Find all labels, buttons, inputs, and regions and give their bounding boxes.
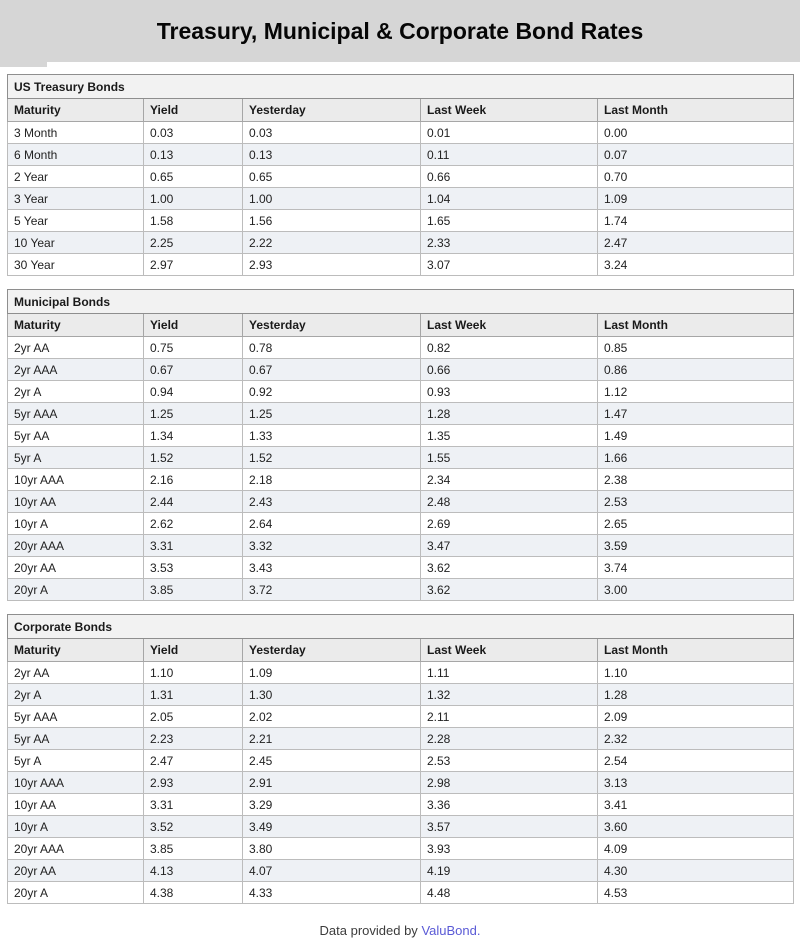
table-cell: 20yr AA (8, 557, 144, 579)
table-cell: 2.22 (243, 232, 421, 254)
table-cell: 1.52 (144, 447, 243, 469)
table-cell: 2.16 (144, 469, 243, 491)
table-cell: 0.01 (421, 122, 598, 144)
table-cell: 1.65 (421, 210, 598, 232)
table-cell: 3.36 (421, 794, 598, 816)
table-cell: 20yr A (8, 579, 144, 601)
table-row (8, 882, 794, 904)
table-cell: 3.53 (144, 557, 243, 579)
col-header-last-month: Last Month (598, 99, 794, 122)
table-cell: 1.31 (144, 684, 243, 706)
table-row (8, 772, 794, 794)
table-cell: 4.19 (421, 860, 598, 882)
table-cell: 2 Year (8, 166, 144, 188)
table-cell: 0.11 (421, 144, 598, 166)
table-row (8, 706, 794, 728)
table-cell: 2.53 (421, 750, 598, 772)
table-cell: 10yr AAA (8, 772, 144, 794)
table-cell: 3.31 (144, 794, 243, 816)
col-header-maturity: Maturity (8, 314, 144, 337)
table-cell: 2.69 (421, 513, 598, 535)
table-cell: 1.10 (598, 662, 794, 684)
table-cell: 2.25 (144, 232, 243, 254)
table-row (8, 794, 794, 816)
col-header-yesterday: Yesterday (243, 99, 421, 122)
table-cell: 2.97 (144, 254, 243, 276)
table-cell: 2yr AA (8, 662, 144, 684)
table-cell: 2.93 (243, 254, 421, 276)
table-cell: 3.24 (598, 254, 794, 276)
table-row (8, 469, 794, 491)
table-row (8, 210, 794, 232)
table-cell: 3.13 (598, 772, 794, 794)
table-row (8, 684, 794, 706)
section-title-row (8, 75, 794, 99)
table-cell: 0.03 (144, 122, 243, 144)
municipal-bonds-table (7, 289, 794, 601)
col-header-last-week: Last Week (421, 314, 598, 337)
us-treasury-bonds-table (7, 74, 794, 276)
table-cell: 1.30 (243, 684, 421, 706)
table-cell: 4.53 (598, 882, 794, 904)
table-cell: 1.09 (598, 188, 794, 210)
table-row (8, 166, 794, 188)
table-row (8, 381, 794, 403)
table-cell: 1.10 (144, 662, 243, 684)
table-cell: 2yr A (8, 381, 144, 403)
table-cell: 1.35 (421, 425, 598, 447)
table-cell: 1.47 (598, 403, 794, 425)
table-cell: 3.62 (421, 579, 598, 601)
table-cell: 1.04 (421, 188, 598, 210)
table-cell: 3.07 (421, 254, 598, 276)
table-cell: 3.43 (243, 557, 421, 579)
table-cell: 2.44 (144, 491, 243, 513)
table-cell: 3.31 (144, 535, 243, 557)
table-cell: 5yr A (8, 750, 144, 772)
table-cell: 0.85 (598, 337, 794, 359)
table-cell: 2.43 (243, 491, 421, 513)
table-cell: 20yr AA (8, 860, 144, 882)
table-cell: 3.72 (243, 579, 421, 601)
table-row (8, 425, 794, 447)
table-cell: 4.13 (144, 860, 243, 882)
table-cell: 1.58 (144, 210, 243, 232)
table-cell: 1.66 (598, 447, 794, 469)
table-cell: 2.38 (598, 469, 794, 491)
col-header-yield: Yield (144, 99, 243, 122)
table-cell: 0.03 (243, 122, 421, 144)
table-cell: 4.07 (243, 860, 421, 882)
table-row (8, 728, 794, 750)
section-title-municipal: Municipal Bonds (8, 290, 794, 314)
table-row (8, 557, 794, 579)
table-cell: 2.11 (421, 706, 598, 728)
table-cell: 20yr A (8, 882, 144, 904)
table-cell: 1.25 (243, 403, 421, 425)
table-cell: 0.00 (598, 122, 794, 144)
table-cell: 1.55 (421, 447, 598, 469)
table-cell: 5yr AAA (8, 706, 144, 728)
table-cell: 0.94 (144, 381, 243, 403)
table-cell: 2.21 (243, 728, 421, 750)
table-row (8, 337, 794, 359)
corporate-bonds-table (7, 614, 794, 904)
table-cell: 0.65 (243, 166, 421, 188)
table-cell: 0.70 (598, 166, 794, 188)
table-cell: 1.25 (144, 403, 243, 425)
table-cell: 2.48 (421, 491, 598, 513)
table-cell: 1.33 (243, 425, 421, 447)
table-cell: 2.62 (144, 513, 243, 535)
table-cell: 0.92 (243, 381, 421, 403)
table-cell: 20yr AAA (8, 838, 144, 860)
table-cell: 3.85 (144, 579, 243, 601)
page-header (0, 0, 800, 62)
col-header-last-month: Last Month (598, 639, 794, 662)
table-cell: 0.07 (598, 144, 794, 166)
table-cell: 2yr AAA (8, 359, 144, 381)
bond-rates-content (0, 67, 800, 943)
column-header-row (8, 99, 794, 122)
table-cell: 0.86 (598, 359, 794, 381)
valubond-link[interactable]: ValuBond. (421, 922, 481, 938)
table-cell: 3.57 (421, 816, 598, 838)
table-cell: 2.18 (243, 469, 421, 491)
table-cell: 2.05 (144, 706, 243, 728)
table-cell: 10 Year (8, 232, 144, 254)
col-header-yield: Yield (144, 639, 243, 662)
table-cell: 0.93 (421, 381, 598, 403)
table-row (8, 188, 794, 210)
table-cell: 0.78 (243, 337, 421, 359)
col-header-last-week: Last Week (421, 99, 598, 122)
table-cell: 2.02 (243, 706, 421, 728)
table-cell: 4.33 (243, 882, 421, 904)
page-title: Treasury, Municipal & Corporate Bond Rates (156, 17, 644, 44)
col-header-yesterday: Yesterday (243, 639, 421, 662)
table-cell: 1.11 (421, 662, 598, 684)
table-cell: 3.32 (243, 535, 421, 557)
table-cell: 3.52 (144, 816, 243, 838)
table-row (8, 491, 794, 513)
table-row (8, 359, 794, 381)
table-cell: 0.67 (243, 359, 421, 381)
table-cell: 3.49 (243, 816, 421, 838)
table-cell: 3.59 (598, 535, 794, 557)
table-row (8, 232, 794, 254)
table-row (8, 535, 794, 557)
table-cell: 4.30 (598, 860, 794, 882)
table-row (8, 860, 794, 882)
table-cell: 2.34 (421, 469, 598, 491)
table-cell: 0.66 (421, 166, 598, 188)
table-cell: 2.09 (598, 706, 794, 728)
col-header-yesterday: Yesterday (243, 314, 421, 337)
table-cell: 2.23 (144, 728, 243, 750)
table-cell: 1.00 (243, 188, 421, 210)
footer (7, 917, 793, 943)
table-cell: 10yr AA (8, 794, 144, 816)
table-row (8, 254, 794, 276)
table-row (8, 750, 794, 772)
table-row (8, 838, 794, 860)
table-cell: 2.45 (243, 750, 421, 772)
table-cell: 2.32 (598, 728, 794, 750)
table-cell: 1.49 (598, 425, 794, 447)
table-cell: 3 Month (8, 122, 144, 144)
table-cell: 2.28 (421, 728, 598, 750)
table-cell: 2.33 (421, 232, 598, 254)
table-cell: 3.85 (144, 838, 243, 860)
table-cell: 4.09 (598, 838, 794, 860)
table-cell: 0.65 (144, 166, 243, 188)
table-cell: 10yr A (8, 513, 144, 535)
table-row (8, 513, 794, 535)
table-cell: 0.75 (144, 337, 243, 359)
table-cell: 10yr AAA (8, 469, 144, 491)
table-cell: 3.93 (421, 838, 598, 860)
table-cell: 10yr AA (8, 491, 144, 513)
table-cell: 3.80 (243, 838, 421, 860)
table-cell: 20yr AAA (8, 535, 144, 557)
table-row (8, 447, 794, 469)
table-cell: 0.67 (144, 359, 243, 381)
table-cell: 2.91 (243, 772, 421, 794)
table-cell: 1.00 (144, 188, 243, 210)
table-row (8, 816, 794, 838)
col-header-last-week: Last Week (421, 639, 598, 662)
table-cell: 2.47 (144, 750, 243, 772)
table-cell: 1.56 (243, 210, 421, 232)
table-cell: 0.13 (144, 144, 243, 166)
table-cell: 1.32 (421, 684, 598, 706)
table-cell: 0.66 (421, 359, 598, 381)
section-title-us-treasury: US Treasury Bonds (8, 75, 794, 99)
table-cell: 3.41 (598, 794, 794, 816)
table-cell: 3.60 (598, 816, 794, 838)
table-cell: 1.12 (598, 381, 794, 403)
table-cell: 2.64 (243, 513, 421, 535)
table-cell: 2.54 (598, 750, 794, 772)
table-cell: 3.00 (598, 579, 794, 601)
table-cell: 1.28 (421, 403, 598, 425)
table-row (8, 579, 794, 601)
table-cell: 30 Year (8, 254, 144, 276)
section-title-row (8, 615, 794, 639)
table-cell: 4.48 (421, 882, 598, 904)
section-title-row (8, 290, 794, 314)
footer-attribution-text: Data provided by (319, 922, 418, 938)
table-cell: 2.47 (598, 232, 794, 254)
table-cell: 0.13 (243, 144, 421, 166)
table-cell: 2yr AA (8, 337, 144, 359)
table-row (8, 144, 794, 166)
table-cell: 1.34 (144, 425, 243, 447)
table-row (8, 122, 794, 144)
column-header-row (8, 314, 794, 337)
table-cell: 2.98 (421, 772, 598, 794)
table-cell: 3.62 (421, 557, 598, 579)
table-cell: 3.47 (421, 535, 598, 557)
table-cell: 5 Year (8, 210, 144, 232)
table-cell: 6 Month (8, 144, 144, 166)
col-header-maturity: Maturity (8, 639, 144, 662)
table-cell: 1.28 (598, 684, 794, 706)
table-cell: 10yr A (8, 816, 144, 838)
table-cell: 2.93 (144, 772, 243, 794)
table-row (8, 403, 794, 425)
table-cell: 0.82 (421, 337, 598, 359)
table-cell: 3.74 (598, 557, 794, 579)
table-row (8, 662, 794, 684)
table-cell: 1.74 (598, 210, 794, 232)
col-header-maturity: Maturity (8, 99, 144, 122)
table-cell: 2.53 (598, 491, 794, 513)
table-cell: 4.38 (144, 882, 243, 904)
col-header-last-month: Last Month (598, 314, 794, 337)
table-cell: 5yr AA (8, 425, 144, 447)
table-cell: 3.29 (243, 794, 421, 816)
col-header-yield: Yield (144, 314, 243, 337)
table-cell: 2yr A (8, 684, 144, 706)
table-cell: 5yr AA (8, 728, 144, 750)
table-cell: 1.09 (243, 662, 421, 684)
table-cell: 3 Year (8, 188, 144, 210)
table-cell: 5yr AAA (8, 403, 144, 425)
section-title-corporate: Corporate Bonds (8, 615, 794, 639)
column-header-row (8, 639, 794, 662)
table-cell: 5yr A (8, 447, 144, 469)
table-cell: 1.52 (243, 447, 421, 469)
table-cell: 2.65 (598, 513, 794, 535)
